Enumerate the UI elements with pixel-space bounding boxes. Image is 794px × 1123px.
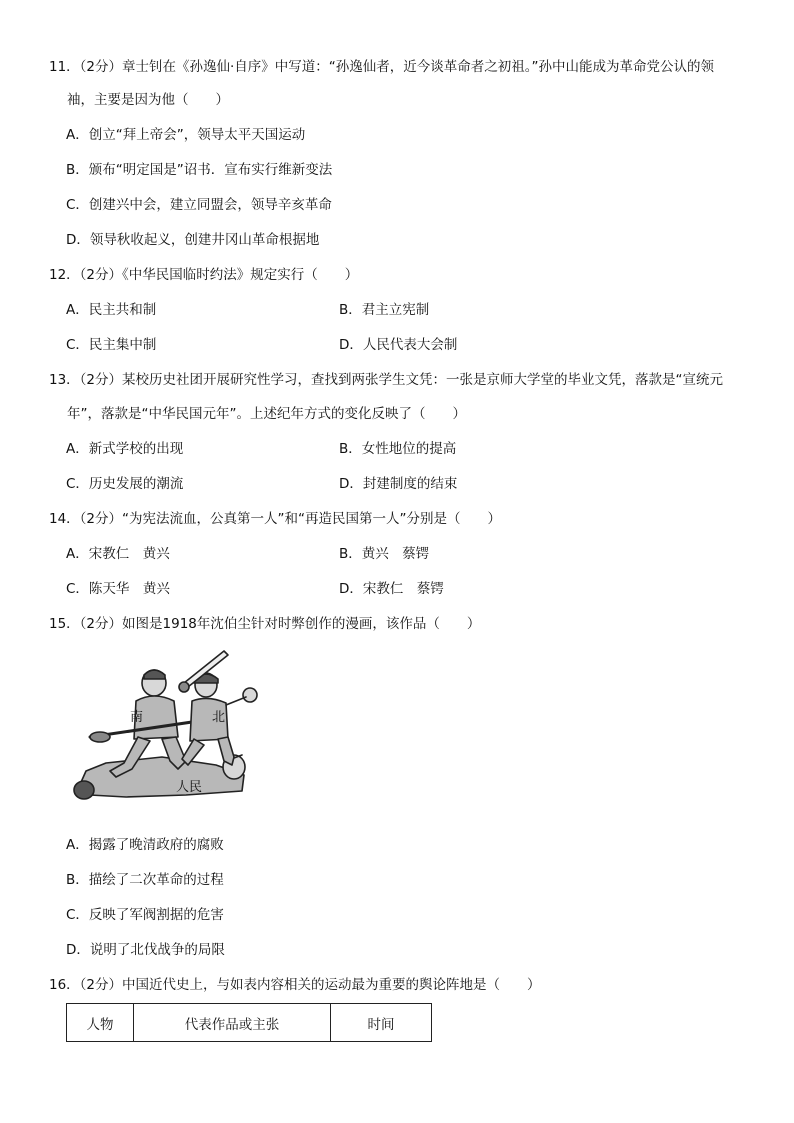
q12-option-b[interactable]: B．君主立宪制 <box>339 302 430 318</box>
q13-option-b[interactable]: B．女性地位的提高 <box>339 441 457 457</box>
q14-option-d[interactable]: D．宋教仁 蔡锷 <box>339 581 444 597</box>
q14-option-b[interactable]: B．黄兴 蔡锷 <box>339 546 430 562</box>
q15-option-d[interactable]: D．说明了北伐战争的局限 <box>66 942 225 958</box>
q13-option-c[interactable]: C．历史发展的潮流 <box>66 476 184 492</box>
table-header-row <box>67 1004 432 1042</box>
q15-option-a[interactable]: A．揭露了晚清政府的腐败 <box>66 837 224 853</box>
q13-option-a[interactable]: A．新式学校的出现 <box>66 441 184 457</box>
table-header-works: 代表作品或主张 <box>134 1004 331 1042</box>
q12-stem: 12．（2分）《中华民国临时约法》规定实行（ ） <box>49 267 359 283</box>
label-north: 北 <box>212 710 226 725</box>
q13-stem-line1: 13．（2分）某校历史社团开展研究性学习，查找到两张学生文凭：一张是京师大学堂的毕业文凭，落款是“宣统元 <box>49 372 724 388</box>
q11-option-d[interactable]: D．领导秋收起义，创建井冈山革命根据地 <box>66 232 320 248</box>
q11-stem-line1: 11．（2分）章士钊在《孙逸仙·自序》中写道：“孙逸仙者，近今谈革命者之初祖。”孙中山能成为革命党公认的领 <box>49 59 715 75</box>
q15-option-c[interactable]: C．反映了军阀割据的危害 <box>66 907 224 923</box>
q14-option-c[interactable]: C．陈天华 黄兴 <box>66 581 170 597</box>
q11-option-b[interactable]: B．颁布“明定国是”诏书．宣布实行维新变法 <box>66 162 333 178</box>
q16-stem: 16．（2分）中国近代史上，与如表内容相关的运动最为重要的舆论阵地是（ ） <box>49 977 541 993</box>
q12-option-a[interactable]: A．民主共和制 <box>66 302 157 318</box>
q11-option-a[interactable]: A．创立“拜上帝会”，领导太平天国运动 <box>66 127 306 143</box>
q12-option-d[interactable]: D．人民代表大会制 <box>339 337 458 353</box>
label-people: 人民 <box>176 780 203 795</box>
q14-option-a[interactable]: A．宋教仁 黄兴 <box>66 546 170 562</box>
q14-stem: 14．（2分）“为宪法流血，公真第一人”和“再造民国第一人”分别是（ ） <box>49 511 501 527</box>
q12-option-c[interactable]: C．民主集中制 <box>66 337 157 353</box>
warlord-cartoon-image <box>66 645 278 817</box>
q11-option-c[interactable]: C．创建兴中会，建立同盟会，领导辛亥革命 <box>66 197 332 213</box>
table-header-person: 人物 <box>67 1004 134 1042</box>
q13-option-d[interactable]: D．封建制度的结束 <box>339 476 458 492</box>
q16-table <box>66 1003 432 1042</box>
q13-stem-line2: 年”，落款是“中华民国元年”。上述纪年方式的变化反映了（ ） <box>67 406 466 422</box>
label-south: 南 <box>130 710 144 725</box>
table-header-time: 时间 <box>331 1004 432 1042</box>
q15-option-b[interactable]: B．描绘了二次革命的过程 <box>66 872 224 888</box>
q15-stem: 15．（2分）如图是1918年沈伯尘针对时弊创作的漫画，该作品（ ） <box>49 616 481 632</box>
q11-stem-line2: 袖，主要是因为他（ ） <box>67 92 229 108</box>
